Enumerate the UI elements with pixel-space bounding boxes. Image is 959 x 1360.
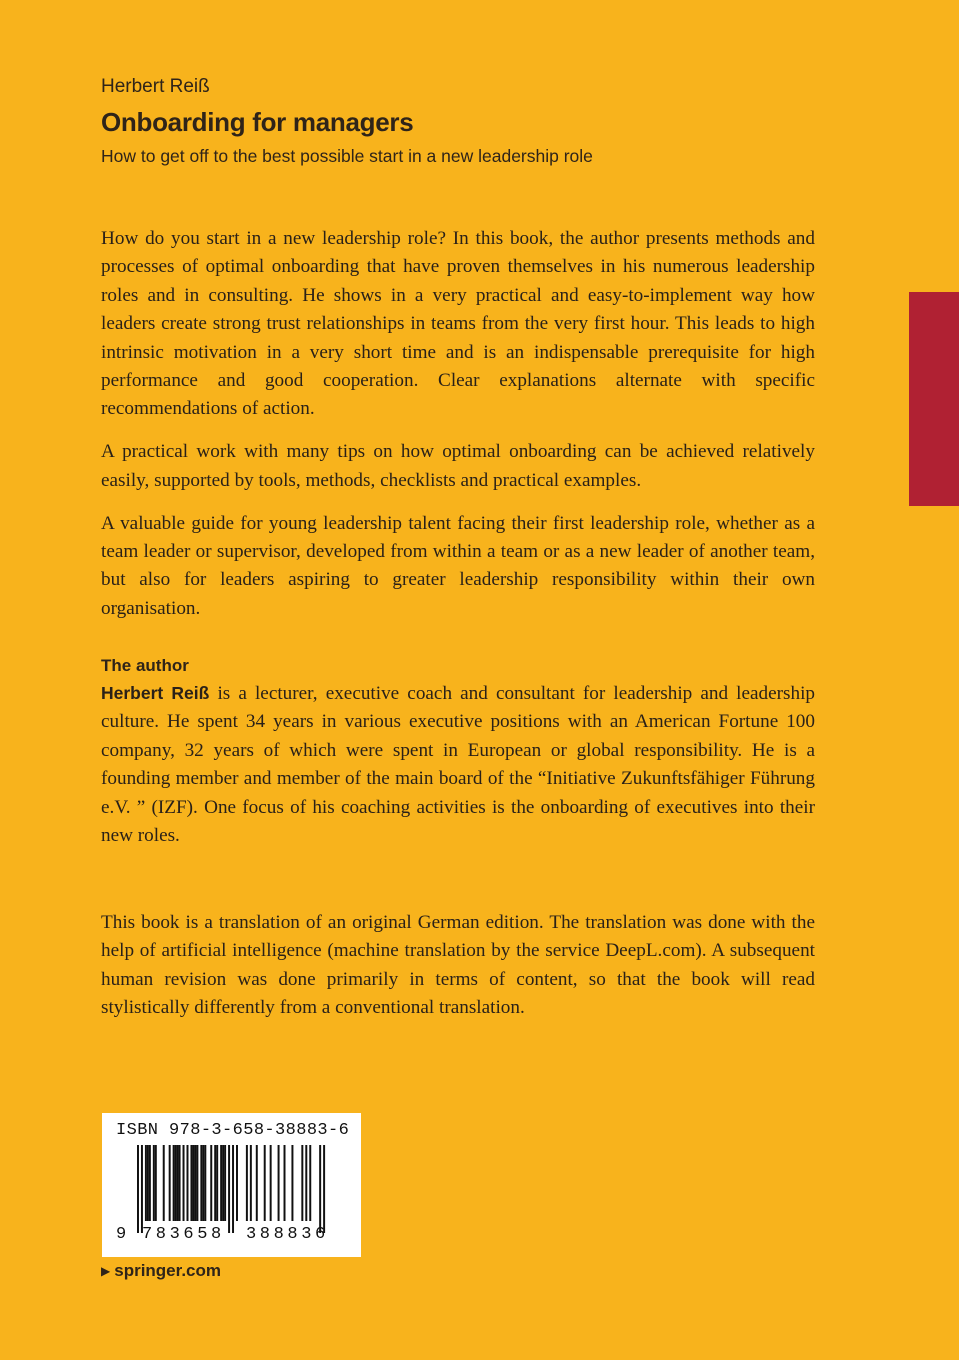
barcode-bar — [250, 1145, 252, 1221]
publisher-link[interactable] — [101, 1261, 221, 1281]
spine-color-tab — [909, 292, 959, 506]
barcode-bar — [291, 1145, 293, 1221]
barcode-bar — [246, 1145, 248, 1221]
barcode-bar — [214, 1145, 216, 1221]
barcode-bar — [183, 1145, 185, 1221]
barcode-bar — [194, 1145, 196, 1221]
barcode-bar — [224, 1145, 226, 1221]
barcode — [102, 1113, 361, 1257]
barcode-bar — [153, 1145, 155, 1221]
barcode-bar — [278, 1145, 280, 1221]
barcode-bar — [204, 1145, 206, 1221]
barcode-bar — [190, 1145, 192, 1221]
barcode-bar — [179, 1145, 181, 1221]
barcode-bar — [141, 1145, 143, 1233]
barcode-bar — [196, 1145, 198, 1221]
author-bio-name: Herbert Reiß — [101, 683, 210, 703]
author-bio-text: is a lecturer, executive coach and consultant for leadership and leadership culture. He spent 34 years in various executive positions with an American Fortune 100 company, 32 years of which were spent in European or global responsibility. He is a founding member and member of the main board of the “Initiative Zukunftsfähiger Führung e.V. ” (IZF). One focus of his coaching activities is the onboarding of executives into their new roles. — [101, 683, 815, 847]
triangle-right-icon: ▶ — [101, 1264, 111, 1278]
book-title: Onboarding for managers — [101, 107, 414, 137]
barcode-bar — [169, 1145, 171, 1221]
barcode-bar — [210, 1145, 212, 1221]
barcode-bar — [309, 1145, 311, 1221]
barcode-bar — [305, 1145, 307, 1221]
barcode-bar — [147, 1145, 149, 1221]
barcode-bar — [236, 1145, 238, 1221]
translation-note: This book is a translation of an original German edition. The translation was done with the help of artificial intelligence (machine translation by the service DeepL.com). A subsequent human revision was done primarily in terms of content, so that the book will read stylistically differently from a conventional translation. — [101, 912, 815, 1019]
barcode-bar — [163, 1145, 165, 1221]
barcode-bar — [319, 1145, 321, 1233]
author-section — [101, 653, 815, 850]
barcode-bar — [222, 1145, 224, 1221]
barcode-bar — [323, 1145, 325, 1233]
publisher-link-text: springer.com — [114, 1261, 221, 1280]
barcode-bar — [256, 1145, 258, 1221]
author-name: Herbert Reiß — [101, 76, 210, 97]
author-bio — [101, 679, 815, 850]
blurb-paragraph: A valuable guide for young leadership talent facing their first leadership role, whether as a team leader or supervisor, developed from within a team or as a new leader of another team, but also for leaders aspiring to greater leadership responsibility within their own organisation. — [101, 512, 815, 619]
barcode-bar — [220, 1145, 222, 1221]
blurb-paragraph: A practical work with many tips on how optimal onboarding can be achieved relatively easily, supported by tools, methods, checklists and practical examples. — [101, 441, 815, 491]
barcode-bar — [216, 1145, 218, 1221]
barcode-bar — [175, 1145, 177, 1221]
barcode-bar — [173, 1145, 175, 1221]
barcode-lead-digit: 9 — [116, 1225, 127, 1244]
barcode-bar — [301, 1145, 303, 1221]
barcode-bar — [192, 1145, 194, 1221]
barcode-right-digits: 388836 — [246, 1225, 329, 1244]
barcode-bar — [270, 1145, 272, 1221]
barcode-bar — [177, 1145, 179, 1221]
barcode-bar — [145, 1145, 147, 1221]
barcode-bar — [137, 1145, 139, 1233]
barcode-bar — [202, 1145, 204, 1221]
barcode-bar — [200, 1145, 202, 1221]
barcode-bar — [232, 1145, 234, 1233]
barcode-left-digits: 783658 — [142, 1225, 225, 1244]
book-subtitle: How to get off to the best possible start in a new leadership role — [101, 146, 593, 166]
barcode-bar — [228, 1145, 230, 1233]
barcode-bar — [284, 1145, 286, 1221]
barcode-bar — [264, 1145, 266, 1221]
isbn-label: ISBN 978-3-658-38883-6 — [116, 1121, 350, 1140]
blurb-paragraph: How do you start in a new leadership role? In this book, the author presents methods and processes of optimal onboarding that have proven themselves in his numerous leadership roles and in consulting. He shows in a very practical and easy-to-implement way how leaders create strong trust relationships in teams from the very first hour. This leads to high intrinsic motivation in a very short time and is an indispensable prerequisite for high performance and good cooperation. Clear explanations alternate with specific recommendations of action. — [101, 228, 815, 420]
barcode-bar — [187, 1145, 189, 1221]
barcode-bar — [149, 1145, 151, 1221]
author-heading: The author — [101, 656, 189, 675]
barcode-bar — [155, 1145, 157, 1221]
blurb — [101, 225, 815, 638]
